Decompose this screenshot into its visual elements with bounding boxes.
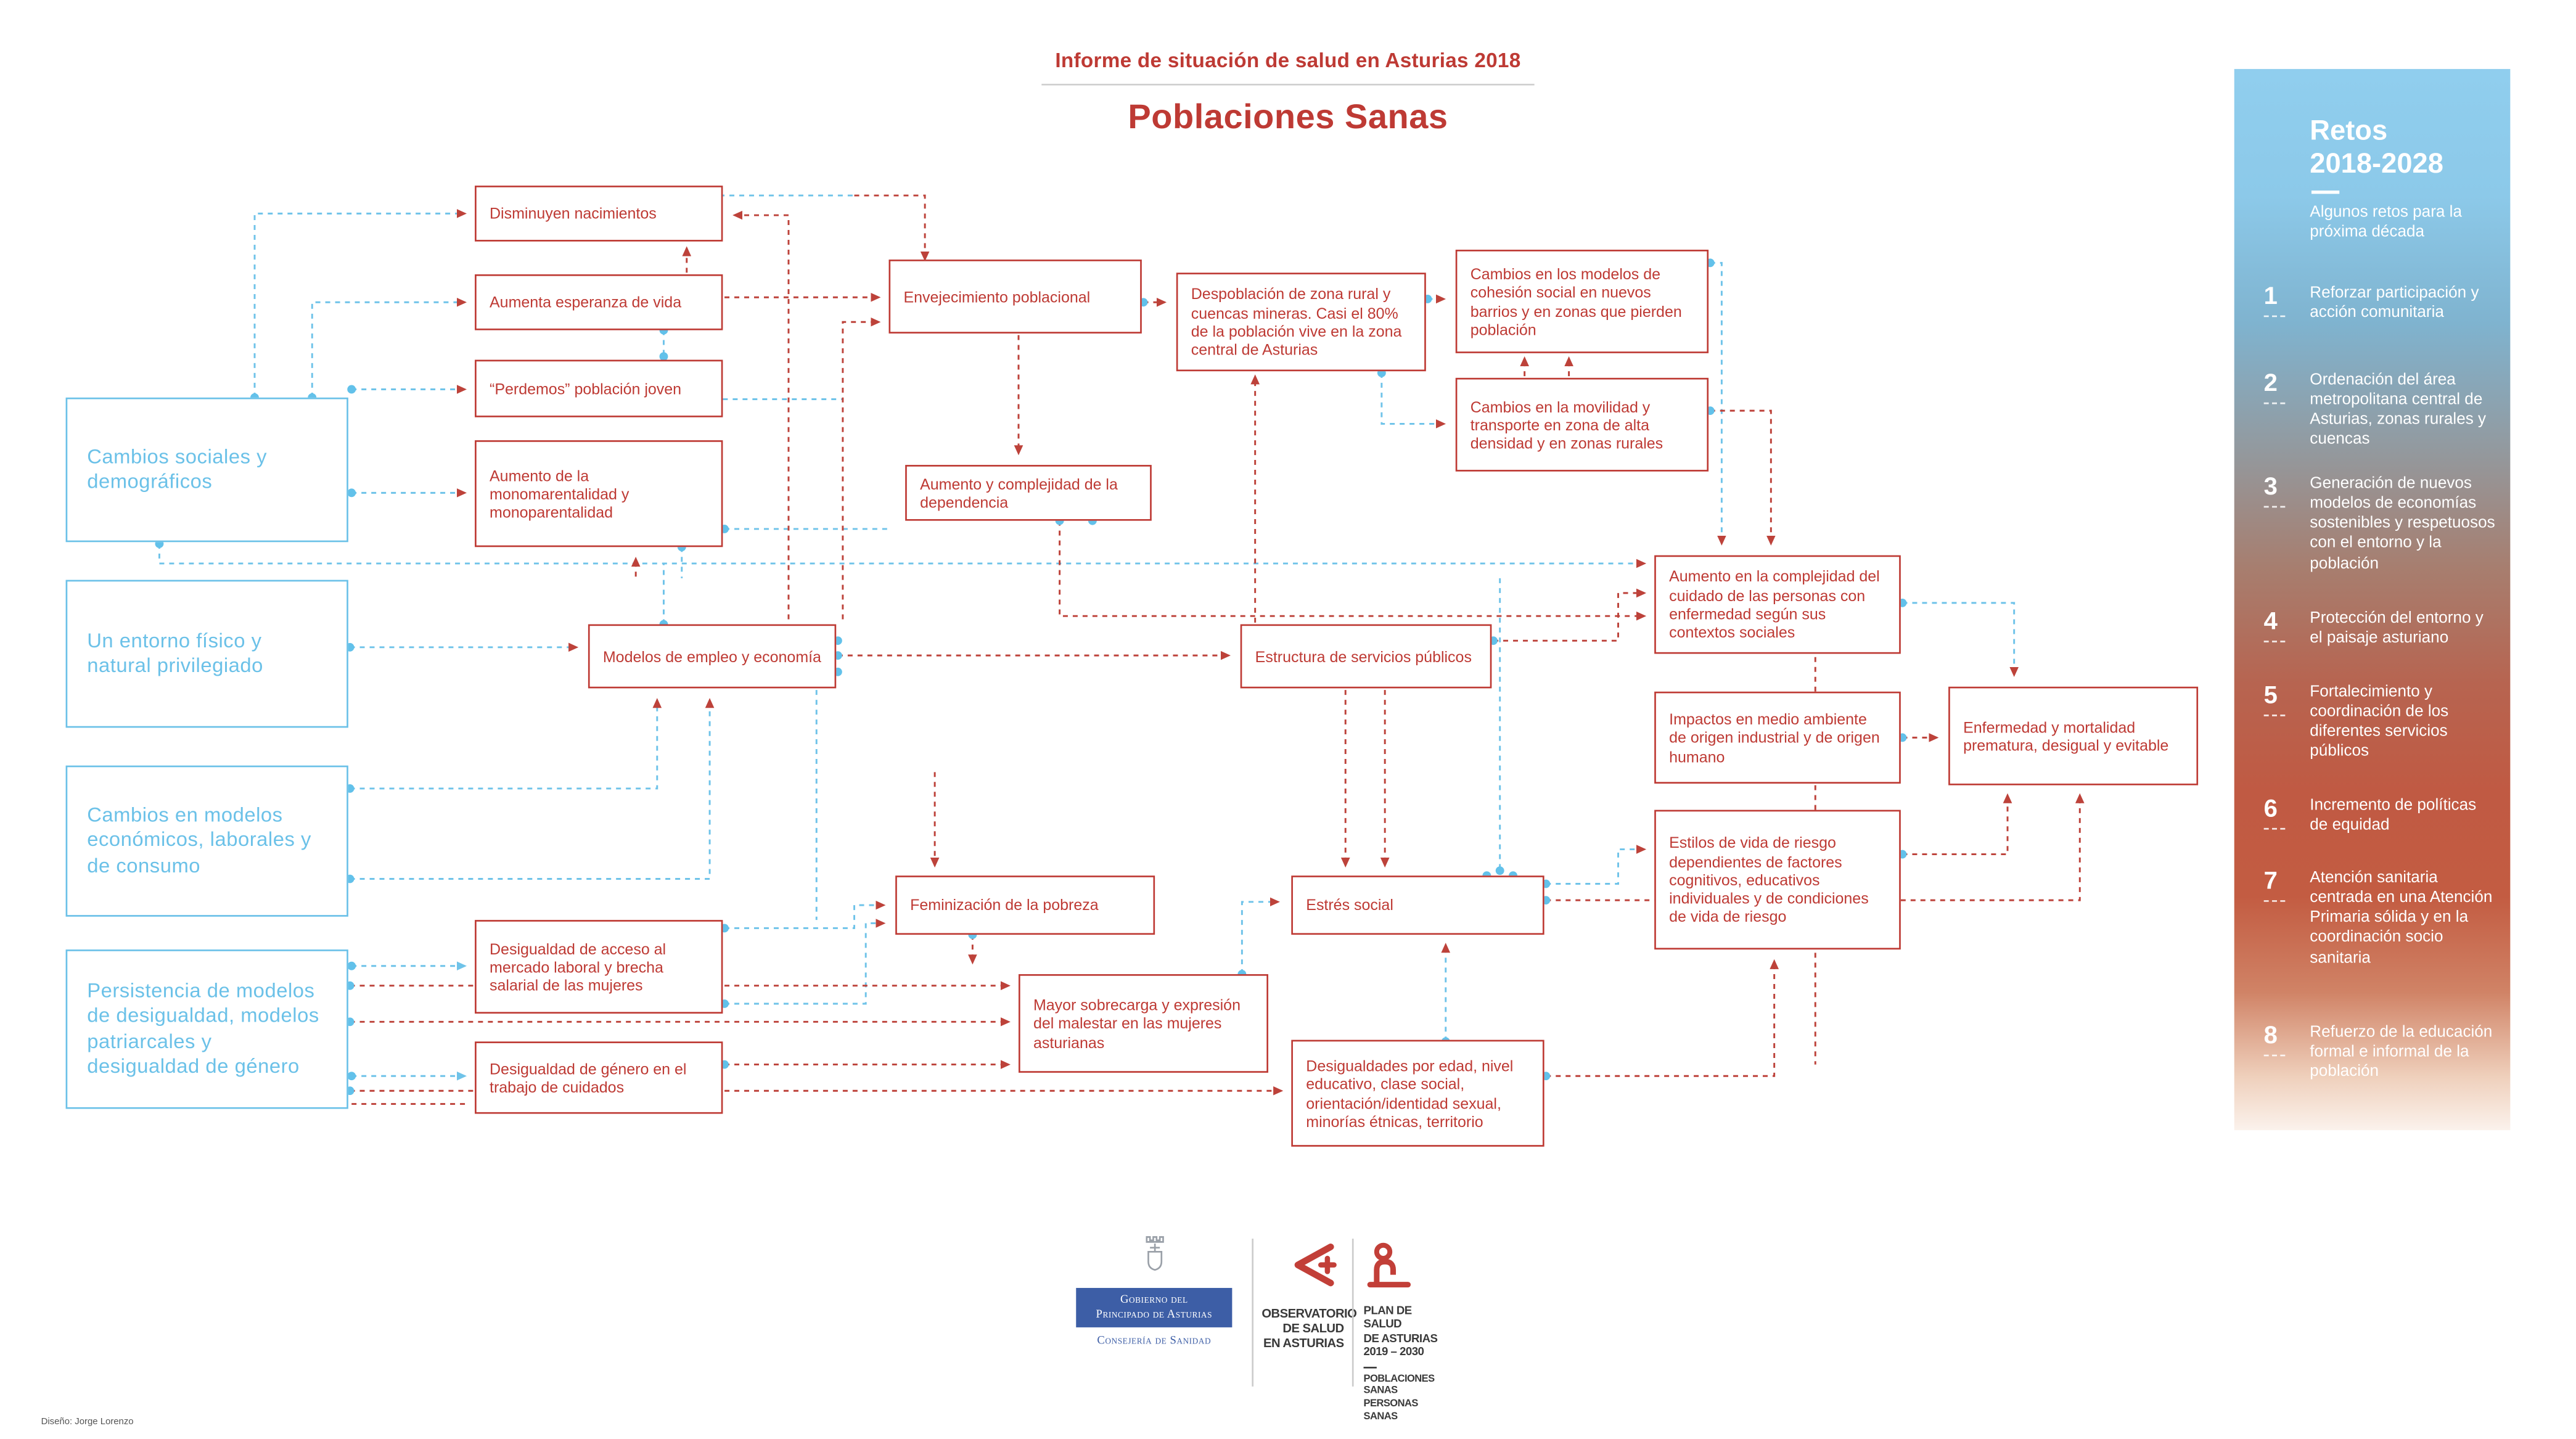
observatorio-label xyxy=(1261,1306,1357,1352)
plan-salud-person-icon xyxy=(1364,1242,1413,1291)
retos-sidebar xyxy=(2234,69,2511,1130)
observatorio-line3: EN ASTURIAS xyxy=(1263,1335,1344,1350)
box-feminizacion-pobreza: Feminización de la pobreza xyxy=(895,875,1155,935)
reto-number: 4 xyxy=(2264,610,2310,650)
report-title: Informe de situación de salud en Asturias 2018 xyxy=(1055,49,1521,73)
footer-divider xyxy=(1352,1239,1354,1387)
driver-modelos-economicos: Cambios en modelos económicos, laborales y de consumo xyxy=(66,766,348,917)
retos-title-rule xyxy=(2311,191,2339,194)
reto-number: 1 xyxy=(2264,284,2310,324)
reto-number: 2 xyxy=(2264,371,2310,451)
reto-number: 6 xyxy=(2264,797,2310,837)
box-estres-social: Estrés social xyxy=(1291,875,1544,935)
box-monomarentalidad: Aumento de la monomarentalidad y monoparentalidad xyxy=(475,440,723,547)
reto-text: Ordenación del área metropolitana central de Asturias, zonas rurales y cuencas xyxy=(2310,371,2487,449)
plan-line3: 2019 – 2030 xyxy=(1363,1347,1424,1359)
box-complejidad-cuidado: Aumento en la complejidad del cuidado de las personas con enfermedad según sus contextos sociales xyxy=(1654,556,1901,654)
plan-salud-label xyxy=(1364,1306,1450,1361)
plan-line1: PLAN DE SALUD xyxy=(1363,1306,1412,1332)
driver-entorno-fisico: Un entorno físico y natural privilegiado xyxy=(66,580,348,728)
reto-text: Reforzar participación y acción comunitaria xyxy=(2310,284,2479,322)
page-title: Poblaciones Sanas xyxy=(1128,98,1448,137)
box-desigualdades-multiples: Desigualdades por edad, nivel educativo, clase social, orientación/identidad sexual, minorías étnicas, territorio xyxy=(1291,1040,1544,1147)
asturias-crest-icon xyxy=(1136,1232,1173,1274)
title-divider xyxy=(1041,84,1534,86)
reto-number: 8 xyxy=(2264,1023,2310,1083)
gobierno-line2: Principado de Asturias xyxy=(1096,1308,1213,1321)
reto-text: Fortalecimiento y coordinación de los diferentes servicios públicos xyxy=(2310,683,2449,761)
box-esperanza-de-vida: Aumenta esperanza de vida xyxy=(475,274,723,330)
gobierno-principado-logo xyxy=(1076,1232,1232,1347)
box-impactos-medio-ambiente: Impactos en medio ambiente de origen industrial y de origen humano xyxy=(1654,692,1901,784)
retos-title xyxy=(2310,115,2443,179)
consejeria-sanidad-label: Consejería de Sanidad xyxy=(1097,1334,1212,1348)
box-servicios-publicos: Estructura de servicios públicos xyxy=(1241,625,1492,689)
box-desigualdad-genero-cuidados: Desigualdad de género en el trabajo de cuidados xyxy=(475,1041,723,1113)
reto-number: 5 xyxy=(2264,683,2310,763)
reto-text: Atención sanitaria centrada en una Atención Primaria sólida y en la coordinación socio sanitaria xyxy=(2310,869,2493,967)
observatorio-logo xyxy=(1261,1242,1357,1351)
box-perdemos-poblacion-joven: “Perdemos” población joven xyxy=(475,360,723,417)
driver-persistencia-desigualdad: Persistencia de modelos de desigualdad, modelos patriarcales y desigualdad de género xyxy=(66,949,348,1109)
box-complejidad-dependencia: Aumento y complejidad de la dependencia xyxy=(905,465,1152,521)
reto-item-2 xyxy=(2264,371,2497,451)
gobierno-line1: Gobierno del xyxy=(1120,1292,1188,1306)
footer-logos xyxy=(1051,1232,1445,1422)
box-despoblacion-rural: Despoblación de zona rural y cuencas mineras. Casi el 80% de la población vive en la zona central de Asturias xyxy=(1176,273,1426,371)
gobierno-plate xyxy=(1076,1288,1232,1327)
box-disminuyen-nacimientos: Disminuyen nacimientos xyxy=(475,186,723,242)
reto-item-3 xyxy=(2264,475,2497,575)
observatorio-eye-icon xyxy=(1288,1242,1344,1291)
header xyxy=(795,49,1781,138)
retos-subtitle: Algunos retos para la próxima década xyxy=(2310,203,2463,242)
design-credit: Diseño: Jorge Lorenzo xyxy=(41,1417,134,1428)
footer-divider xyxy=(1252,1239,1253,1387)
box-envejecimiento-poblacional: Envejecimiento poblacional xyxy=(888,260,1141,334)
box-modelos-empleo: Modelos de empleo y economía xyxy=(588,625,836,689)
reto-item-4 xyxy=(2263,607,2497,650)
reto-item-8 xyxy=(2264,1023,2497,1083)
box-enfermedad-mortalidad: Enfermedad y mortalidad prematura, desigual y evitable xyxy=(1948,687,2198,785)
plan-sub-line2: PERSONAS SANAS xyxy=(1363,1398,1418,1422)
observatorio-line1: OBSERVATORIO xyxy=(1261,1306,1357,1321)
box-cohesion-social: Cambios en los modelos de cohesión social en nuevos barrios y en zonas que pierden población xyxy=(1456,250,1708,353)
retos-title-line2: 2018-2028 xyxy=(2310,147,2443,179)
reto-item-7 xyxy=(2264,869,2497,969)
observatorio-line2: DE SALUD xyxy=(1282,1321,1344,1336)
reto-item-6 xyxy=(2264,797,2497,837)
box-sobrecarga-mujeres: Mayor sobrecarga y expresión del malestar en las mujeres asturianas xyxy=(1019,974,1268,1073)
reto-text: Generación de nuevos modelos de economías sostenibles y respetuosos con el entorno y la población xyxy=(2310,475,2495,573)
box-estilos-de-vida-riesgo: Estilos de vida de riesgo dependientes de factores cognitivos, educativos individuales y de condiciones de vida de riesgo xyxy=(1654,810,1901,949)
reto-number: 7 xyxy=(2264,869,2310,969)
reto-text: Protección del entorno y el paisaje asturiano xyxy=(2310,609,2484,648)
reto-number: 3 xyxy=(2264,475,2310,575)
box-movilidad-transporte: Cambios en la movilidad y transporte en zona de alta densidad y en zonas rurales xyxy=(1456,378,1708,472)
plan-line2: DE ASTURIAS xyxy=(1363,1333,1438,1345)
box-desigualdad-acceso-laboral: Desigualdad de acceso al mercado laboral y brecha salarial de las mujeres xyxy=(475,920,723,1014)
plan-salud-logo xyxy=(1364,1242,1450,1424)
plan-sub-line1: POBLACIONES SANAS xyxy=(1363,1372,1435,1397)
plan-dash xyxy=(1364,1366,1377,1368)
reto-item-5 xyxy=(2264,683,2497,763)
reto-text: Incremento de políticas de equidad xyxy=(2310,797,2477,835)
reto-text: Refuerzo de la educación formal e informal de la población xyxy=(2310,1023,2493,1081)
plan-sublabel xyxy=(1364,1372,1450,1424)
driver-cambios-sociales: Cambios sociales y demográficos xyxy=(66,398,348,542)
retos-title-line1: Retos xyxy=(2310,115,2388,147)
reto-item-1 xyxy=(2264,284,2497,324)
